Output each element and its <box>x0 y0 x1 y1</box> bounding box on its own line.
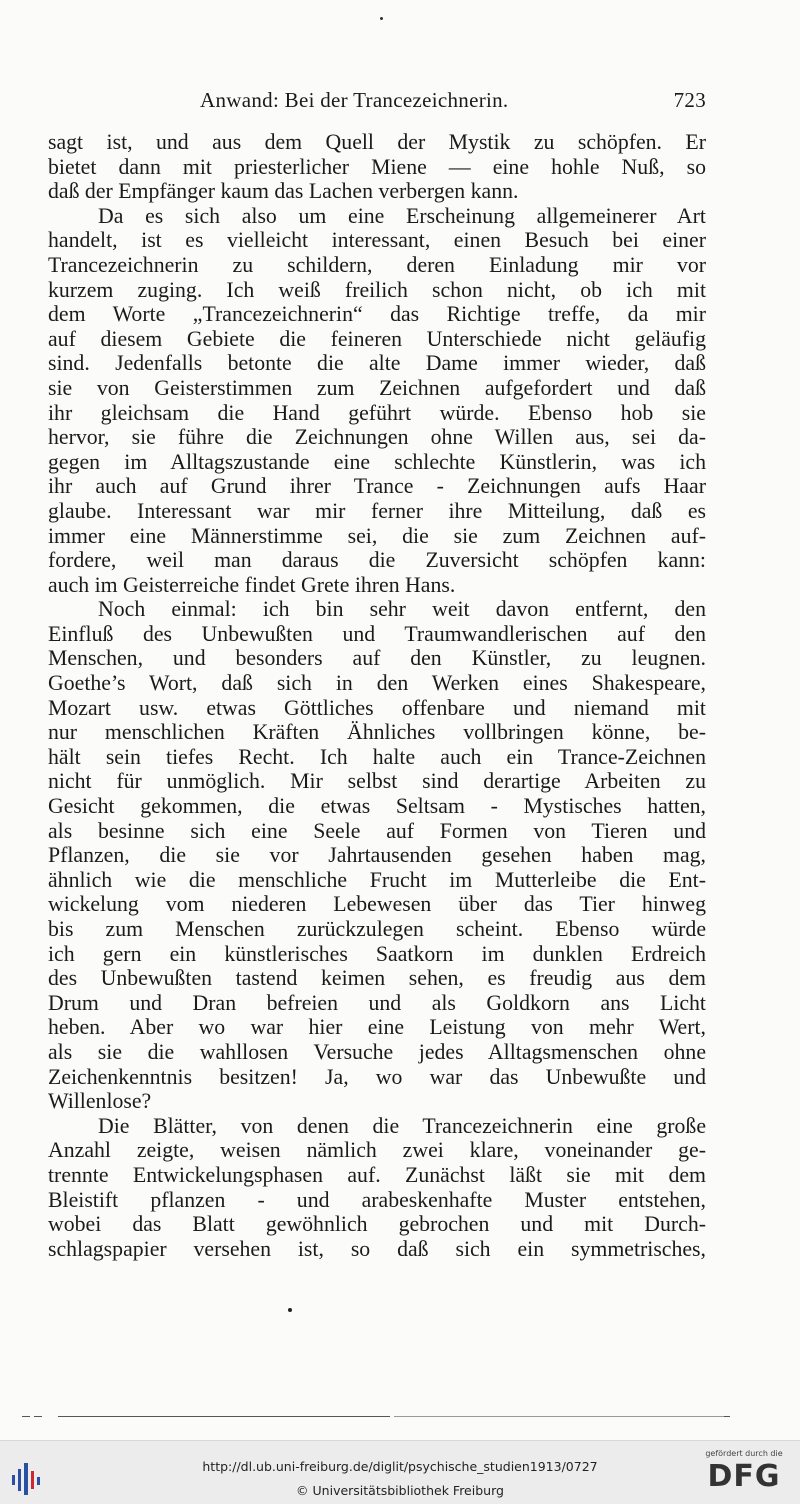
text-line: bis zum Menschen zurückzulegen scheint. Ebenso würde <box>48 917 706 941</box>
permalink-url[interactable]: http://dl.ub.uni-freiburg.de/diglit/psychische_studien1913/0727 <box>202 1459 598 1474</box>
text-line: Mozart usw. etwas Göttliches offenbare und niemand mit <box>48 695 706 720</box>
text-line: Noch einmal: ich bin sehr weit davon entfernt, den <box>98 597 706 622</box>
dfg-funding-note: gefördert durch die <box>705 1449 783 1458</box>
speck-mark <box>380 17 383 20</box>
text-line: sie von Geisterstimmen zum Zeichnen aufgefordert und daß <box>48 375 706 400</box>
bottom-rule <box>724 1416 730 1417</box>
text-line: Pflanzen, die sie vor Jahrtausenden gesehen haben mag, <box>48 843 706 868</box>
text-line: hält sein tiefes Recht. Ich halte auch ein Trance-Zeichnen <box>48 744 706 769</box>
text-line: Goethe’s Wort, daß sich in den Werken eines Shakespeare, <box>48 671 706 696</box>
text-line: Gesicht gekommen, die etwas Seltsam - Mystisches hatten, <box>48 794 706 819</box>
text-line: wickelung vom niederen Lebewesen über das Tier hinweg <box>48 892 706 917</box>
text-line: gegen im Alltagszustande eine schlechte Künstlerin, was ich <box>48 449 706 474</box>
dfg-logo <box>698 1449 790 1501</box>
viewer-footer <box>0 1440 800 1504</box>
text-line: Zeichenkenntnis besitzen! Ja, wo war das Unbewußte und <box>48 1064 706 1089</box>
text-line: ihr auch auf Grund ihrer Trance - Zeichnungen aufs Haar <box>48 474 706 499</box>
speck-mark <box>288 1308 292 1312</box>
text-line: glaube. Interessant war mir ferner ihre Mitteilung, daß es <box>48 498 706 523</box>
text-line: trennte Entwickelungsphasen auf. Zunächst läßt sie mit dem <box>48 1162 706 1187</box>
text-line: als sie die wahllosen Versuche jedes Alltagsmenschen ohne <box>48 1039 706 1064</box>
text-line: dem Worte „Trancezeichnerin“ das Richtige treffe, da mir <box>48 302 706 327</box>
text-line: hervor, sie führe die Zeichnungen ohne Willen aus, sei da- <box>48 425 706 450</box>
body-text <box>48 130 706 1261</box>
text-line: auf diesem Gebiete die feineren Unterschiede nicht geläufig <box>48 326 706 351</box>
text-line: Da es sich also um eine Erscheinung allgemeinerer Art <box>98 203 706 228</box>
text-line: sagt ist, und aus dem Quell der Mystik zu schöpfen. Er <box>48 130 706 154</box>
text-line: ähnlich wie die menschliche Frucht im Mutterleibe die Ent- <box>48 867 706 892</box>
text-line: bietet dann mit priesterlicher Miene — eine hohle Nuß, so <box>48 154 706 179</box>
text-line: Die Blätter, von denen die Trancezeichnerin eine große <box>98 1113 706 1138</box>
text-line: nur menschlichen Kräften Ähnliches vollbringen könne, be- <box>48 720 706 745</box>
text-line: Willenlose? <box>48 1089 152 1114</box>
page-number: 723 <box>673 88 706 112</box>
text-line: fordere, weil man daraus die Zuversicht schöpfen kann: <box>48 548 706 573</box>
text-line: immer eine Männerstimme sei, die sie zum Zeichnen auf- <box>48 523 706 548</box>
text-line: ihr gleichsam die Hand geführt würde. Ebenso hob sie <box>48 400 706 425</box>
bottom-rule <box>394 1416 724 1417</box>
running-head <box>48 88 706 118</box>
text-line: schlagspapier versehen ist, so daß sich ein symmetrisches, <box>48 1236 706 1261</box>
bottom-rule <box>58 1416 390 1417</box>
text-line: sind. Jedenfalls betonte die alte Dame immer wieder, daß <box>48 351 706 376</box>
text-line: heben. Aber wo war hier eine Leistung von mehr Wert, <box>48 1015 706 1040</box>
text-line: Bleistift pflanzen - und arabeskenhafte Muster entstehen, <box>48 1187 706 1212</box>
text-line: ich gern ein künstlerisches Saatkorn im dunklen Erdreich <box>48 941 706 966</box>
text-line: Anzahl zeigte, weisen nämlich zwei klare, voneinander ge- <box>48 1138 706 1163</box>
text-line: Trancezeichnerin zu schildern, deren Einladung mir vor <box>48 252 706 277</box>
text-line: daß der Empfänger kaum das Lachen verbergen kann. <box>48 179 519 204</box>
bottom-rule <box>22 1416 30 1417</box>
text-line: als besinne sich eine Seele auf Formen von Tieren und <box>48 818 706 843</box>
text-line: des Unbewußten tastend keimen sehen, es freudig aus dem <box>48 966 706 991</box>
bottom-rule <box>34 1416 42 1417</box>
text-line: Drum und Dran befreien und als Goldkorn ans Licht <box>48 990 706 1015</box>
running-head-title: Anwand: Bei der Trancezeichnerin. <box>200 88 509 112</box>
text-line: nicht für unmöglich. Mir selbst sind derartige Arbeiten zu <box>48 769 706 794</box>
text-line: auch im Geisterreiche findet Grete ihren Hans. <box>48 572 456 597</box>
text-line: kurzem zuging. Ich weiß freilich schon nicht, ob ich mit <box>48 277 706 302</box>
copyright-notice: © Universitätsbibliothek Freiburg <box>296 1483 504 1498</box>
text-line: Einfluß des Unbewußten und Traumwandlerischen auf den <box>48 621 706 646</box>
text-line: Menschen, und besonders auf den Künstler, zu leugnen. <box>48 646 706 671</box>
text-line: handelt, ist es vielleicht interessant, einen Besuch bei einer <box>48 228 706 253</box>
dfg-logo-text: DFG <box>707 1459 781 1494</box>
text-line: wobei das Blatt gewöhnlich gebrochen und mit Durch- <box>48 1212 706 1237</box>
